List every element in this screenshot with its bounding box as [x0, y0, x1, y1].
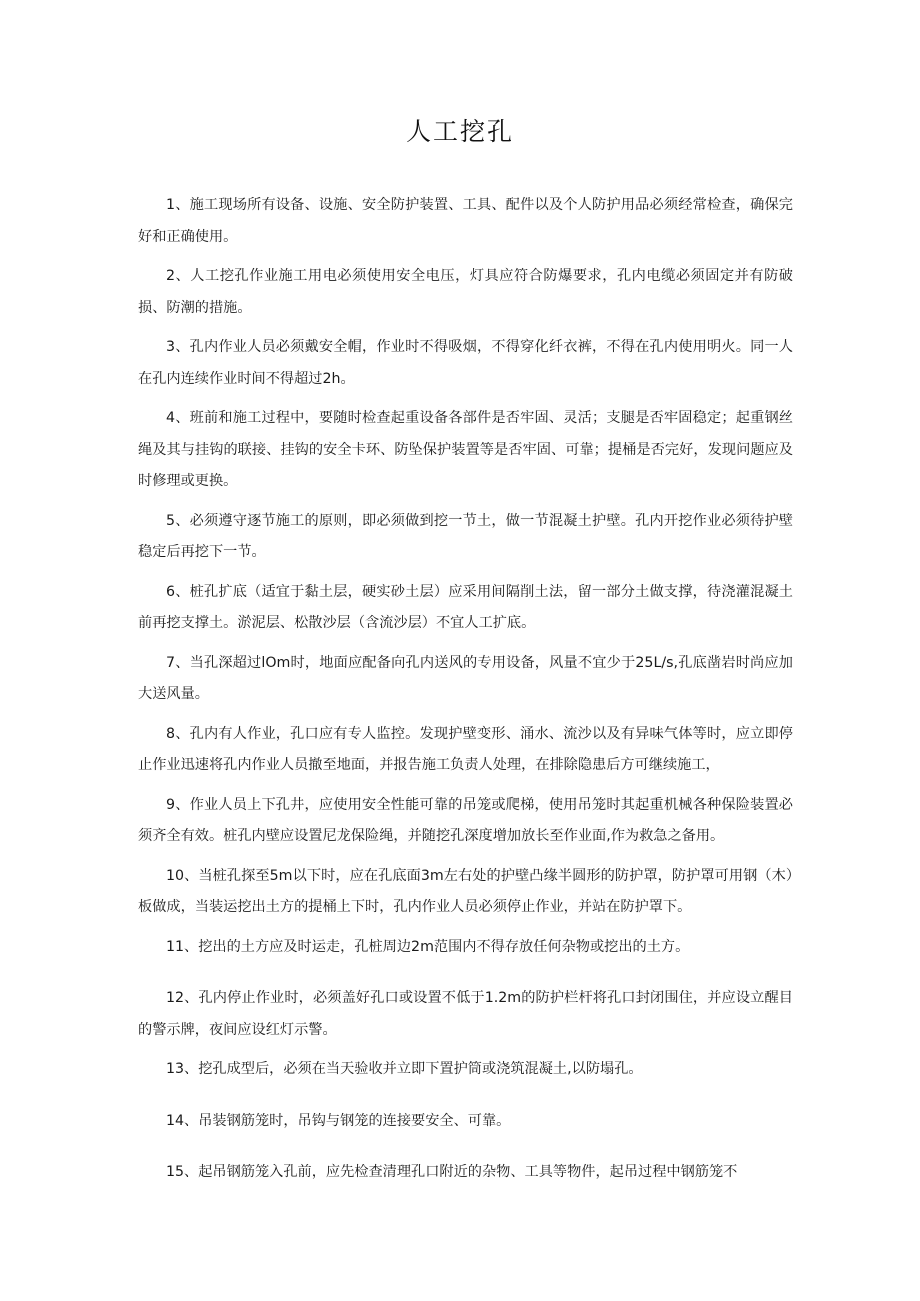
paragraph-13: 13、挖孔成型后，必须在当天验收并立即下置护筒或浇筑混凝土,以防塌孔。 — [166, 1061, 643, 1077]
paragraph-10: 10、当桩孔探至5m以下时，应在孔底面3m左右处的护壁凸缘半圆形的防护罩，防护罩可用钢（木）板做成，当装运挖出土方的提桶上下时，孔内作业人员必须停止作业，并站在防护罩下。 — [138, 867, 793, 915]
document-body — [138, 190, 793, 1197]
paragraph-12: 12、孔内停止作业时，必须盖好孔口或设置不低于1.2m的防护栏杆将孔口封闭围住，并应设立醒目的警示牌，夜间应设红灯示警。 — [138, 990, 793, 1038]
paragraph-5: 5、必须遵守逐节施工的原则，即必须做到挖一节土，做一节混凝土护壁。孔内开挖作业必须待护壁稳定后再挖下一节。 — [138, 512, 793, 560]
paragraph-8: 8、孔内有人作业，孔口应有专人监控。发现护壁变形、涌水、流沙以及有异味气体等时，应立即停止作业迅速将孔内作业人员撤至地面，并报告施工负责人处理，在排除隐患后方可继续施工， — [138, 725, 793, 773]
paragraph-15: 15、起吊钢筋笼入孔前，应先检查清理孔口附近的杂物、工具等物件，起吊过程中钢筋笼不 — [166, 1164, 738, 1180]
paragraph-2: 2、人工挖孔作业施工用电必须使用安全电压，灯具应符合防爆要求，孔内电缆必须固定并有防破损、防潮的措施。 — [138, 268, 793, 316]
paragraph-6: 6、桩孔扩底（适宜于黏土层，硬实砂土层）应采用间隔削土法，留一部分土做支撑，待浇灌混凝土前再挖支撑土。淤泥层、松散沙层（含流沙层）不宜人工扩底。 — [138, 583, 793, 631]
paragraph-14: 14、吊装钢筋笼时，吊钩与钢笼的连接要安全、可靠。 — [166, 1112, 511, 1129]
page-title: 人工挖孔 — [405, 117, 514, 146]
paragraph-3: 3、孔内作业人员必须戴安全帽，作业时不得吸烟，不得穿化纤衣裤，不得在孔内使用明火。同一人在孔内连续作业时间不得超过2h。 — [138, 339, 793, 387]
paragraph-11: 11、挖出的土方应及时运走，孔桩周边2m范围内不得存放任何杂物或挖出的土方。 — [166, 938, 690, 955]
paragraph-9: 9、作业人员上下孔井，应使用安全性能可靠的吊笼或爬梯，使用吊笼时其起重机械各种保险装置必须齐全有效。桩孔内壁应设置尼龙保险绳，并随挖孔深度增加放长至作业面,作为救急之备用。 — [138, 796, 793, 844]
paragraph-7: 7、当孔深超过lOm时，地面应配备向孔内送风的专用设备，风量不宜少于25L/s,孔底凿岩时尚应加大送风量。 — [138, 654, 793, 702]
paragraph-4: 4、班前和施工过程中，要随时检查起重设备各部件是否牢固、灵活；支腿是否牢固稳定；起重钢丝绳及其与挂钩的联接、挂钩的安全卡环、防坠保护装置等是否牢固、可靠；提桶是否完好，发现问题应及时修理或更换。 — [138, 410, 793, 489]
paragraph-1: 1、施工现场所有设备、设施、安全防护装置、工具、配件以及个人防护用品必须经常检查，确保完好和正确使用。 — [138, 197, 793, 245]
